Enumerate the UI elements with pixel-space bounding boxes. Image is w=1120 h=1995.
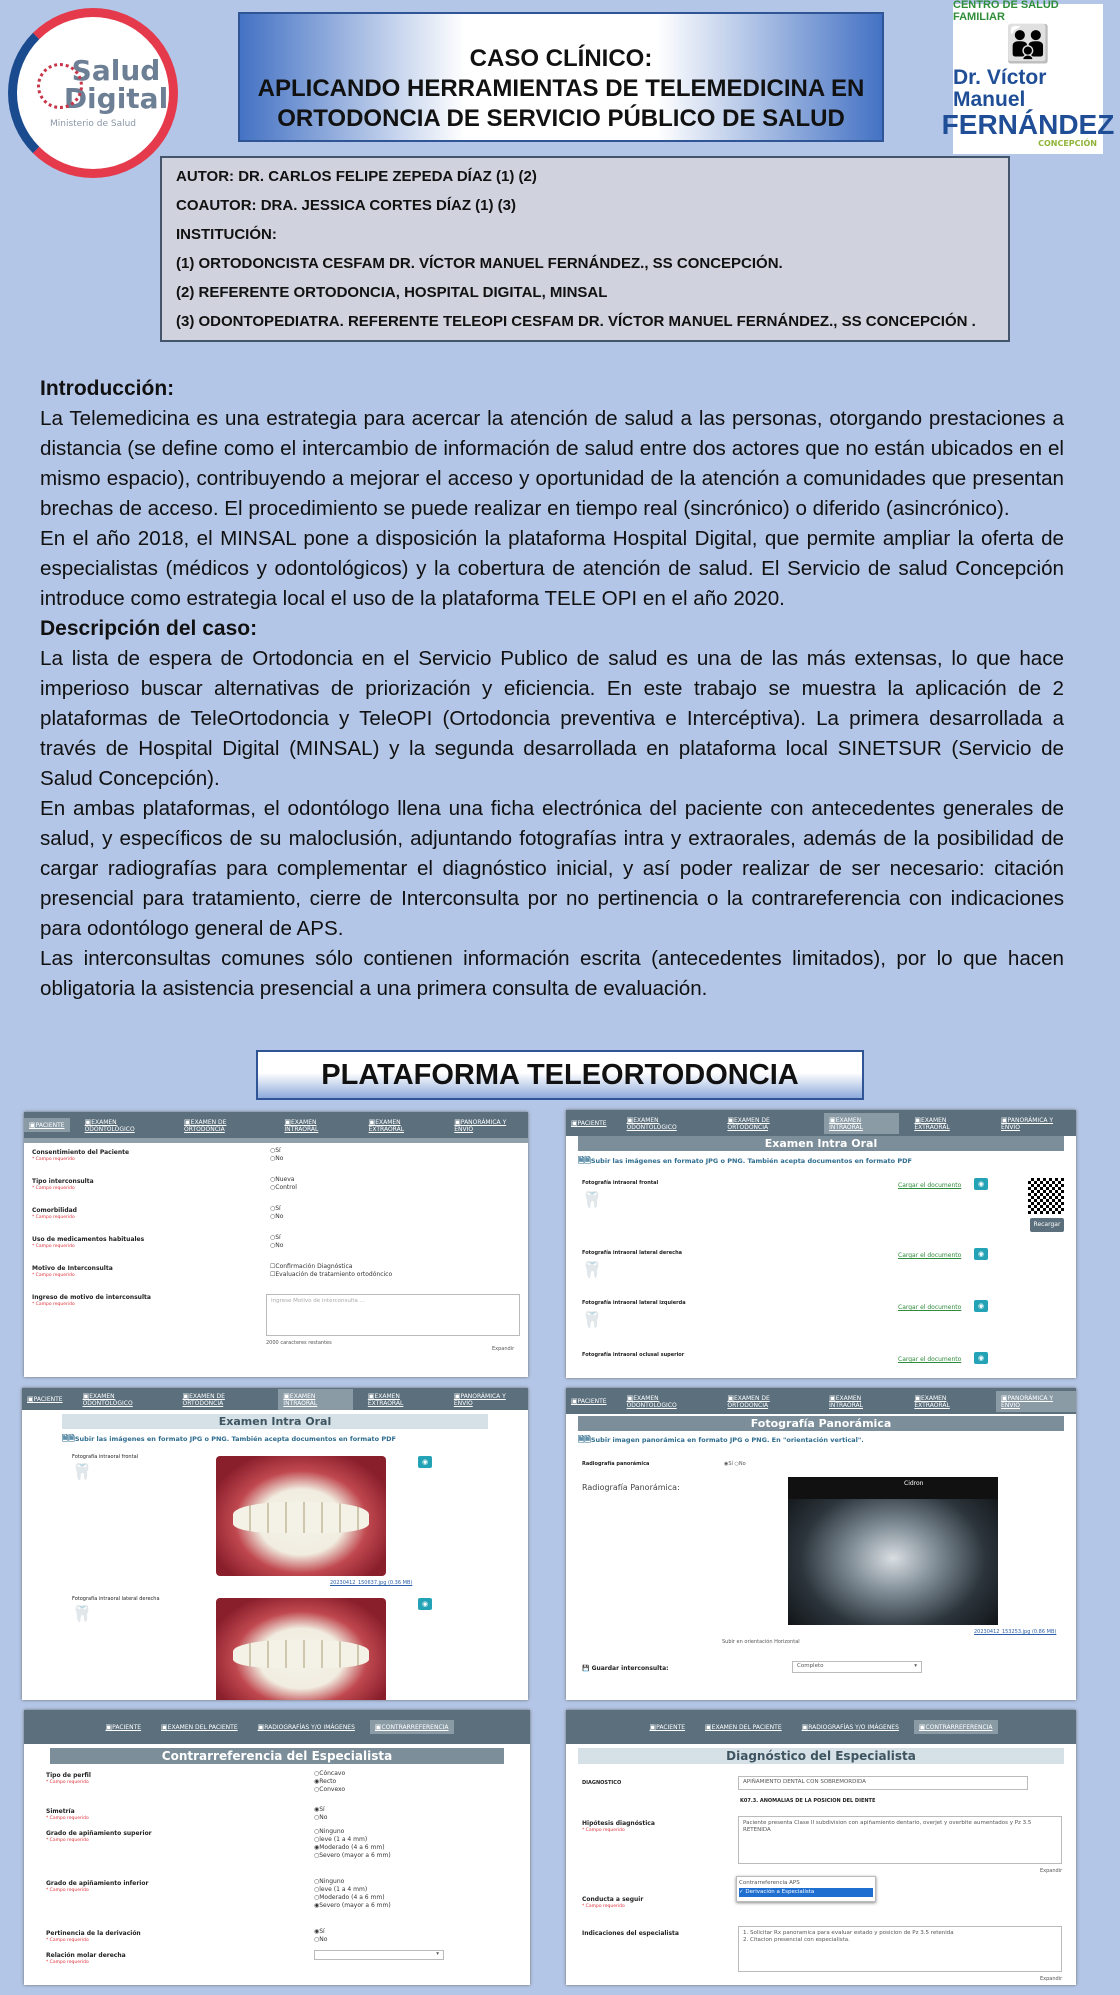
tab-panoramica[interactable]: ▣ PANORÁMICA Y ENVÍO <box>996 1391 1076 1412</box>
tab-examen-intraoral[interactable]: ▣ EXAMEN INTRAORAL <box>824 1113 899 1134</box>
photo-label: Fotografía intraoral frontal <box>582 1180 659 1186</box>
camera-icon[interactable]: ◉ <box>974 1300 988 1312</box>
tab2-examen[interactable]: ▣ EXAMEN DEL PACIENTE <box>700 1720 787 1734</box>
radio-option[interactable]: ◉ Recto <box>314 1778 345 1786</box>
motivo-textarea[interactable]: Ingrese Motivo de interconsulta ... <box>266 1294 520 1336</box>
title-line-1: CASO CLÍNICO: <box>469 45 653 72</box>
indicacion-line: 1. Solicitar Rx panoramica para evaluar estado y posicion de Pz 3.5 retenida <box>743 1930 954 1936</box>
form-row <box>24 1263 528 1292</box>
cesfam-logo <box>941 0 1115 154</box>
form-row <box>24 1147 528 1176</box>
screenshot-diagnostico <box>566 1710 1076 1985</box>
tooth-icon: 🦷 <box>582 1310 602 1329</box>
radio-group <box>314 1828 391 1860</box>
dropdown-option[interactable]: Contrarreferencia APS <box>739 1880 800 1886</box>
radio-option[interactable]: ○ Sí <box>270 1205 283 1213</box>
upload-hint: 🗎🗎 Subir las imágenes en formato JPG o PNG. También acepta documentos en formato PDF <box>62 1433 516 1447</box>
diagnostico-input[interactable]: APIÑAMIENTO DENTAL CON SOBREMORDIDA <box>738 1776 1028 1790</box>
camera-icon[interactable]: ◉ <box>974 1248 988 1260</box>
field-label: DIAGNOSTICO <box>582 1780 622 1786</box>
tab2-contrarreferencia[interactable]: ▣ CONTRARREFERENCIA <box>370 1720 454 1734</box>
field-label: Hipótesis diagnóstica <box>582 1820 655 1827</box>
upload-link[interactable]: Cargar el documento <box>898 1182 962 1189</box>
field-label: Pertinencia de la derivación <box>46 1930 141 1937</box>
platform-title: PLATAFORMA TELEORTODONCIA <box>256 1050 864 1100</box>
qr-code <box>1028 1178 1064 1214</box>
cesfam-name-1: Dr. Víctor Manuel <box>953 66 1047 111</box>
camera-icon[interactable]: ◉ <box>974 1178 988 1190</box>
file-link[interactable]: 20230412_150637.jpg (0.36 MB) <box>330 1580 413 1586</box>
frontal-photo <box>216 1456 386 1576</box>
tooth-icon: 🦷 <box>582 1190 602 1209</box>
intro-paragraph: La Telemedicina es una estrategia para acercar la atención de salud a las personas, otorgando prestaciones a distancia (se define como el intercambio de información de salud entre dos actores que no están ubicados en el mismo espacio), contribuyendo a mejorar el acceso y oportunidad de la atención a comunidades que presentan brechas de acceso. El procedimiento se puede realizar en tiempo real (sincrónico) o diferido (asincrónico). <box>40 407 1064 520</box>
logo-word-2: Digital <box>63 82 169 115</box>
upload-link[interactable]: Cargar el documento <box>898 1304 962 1311</box>
tooth-icon: 🦷 <box>582 1260 602 1279</box>
required-note: * Campo requerido <box>582 1904 625 1909</box>
tab-examen-odontologico[interactable]: ▣ EXAMEN ODONTOLÓGICO <box>78 1389 168 1410</box>
form-row <box>46 1928 530 1950</box>
field-label: Indicaciones del especialista <box>582 1930 679 1937</box>
screenshot-panoramic <box>566 1388 1076 1700</box>
tab-examen-ortodoncia[interactable]: ▣ EXAMEN DE ORTODONCIA <box>722 1391 814 1412</box>
tab-examen-odontologico[interactable]: ▣ EXAMEN ODONTOLÓGICO <box>622 1391 713 1412</box>
required-note: * Campo requerido <box>46 1960 89 1965</box>
relacion-molar-select[interactable] <box>314 1950 444 1960</box>
radio-option[interactable]: ○ Cóncavo <box>314 1770 345 1778</box>
intro-paragraph: En el año 2018, el MINSAL pone a disposición la plataforma Hospital Digital, que permite ampliar la oferta de especialistas (médicos y odontológicos) y la cobertura de atención de salud. El Servicio de salud Concepción introduce como estrategia local el uso de la plataforma TELE OPI en el año 2020. <box>40 527 1064 610</box>
status-select[interactable] <box>792 1661 922 1673</box>
tab-examen-odontologico[interactable]: ▣ EXAMEN ODONTOLÓGICO <box>622 1113 713 1134</box>
radio-option[interactable]: ○ No <box>735 1461 746 1467</box>
nav-bar <box>566 1710 1076 1744</box>
radio-option[interactable]: ○ No <box>270 1155 283 1163</box>
required-note: * Campo requerido <box>46 1780 89 1785</box>
intro-heading: Introducción: <box>40 377 175 400</box>
upload-hint: 🗎🗎 Subir las imágenes en formato JPG o PNG. También acepta documentos en formato PDF <box>578 1155 1064 1169</box>
radio-option[interactable]: ○ Sí <box>270 1147 283 1155</box>
indicaciones-textarea[interactable] <box>738 1926 1062 1972</box>
section-title: Diagnóstico del Especialista <box>578 1748 1064 1764</box>
field-label: Uso de medicamentos habituales <box>32 1236 145 1243</box>
dropdown-option-selected[interactable]: ✓ Derivación a Especialista <box>739 1888 873 1897</box>
form-row <box>46 1828 530 1878</box>
section-title: Contrarreferencia del Especialista <box>50 1748 504 1764</box>
radio-group <box>724 1461 746 1467</box>
nav-bar <box>24 1112 528 1138</box>
reload-button[interactable]: Recargar <box>1030 1218 1064 1232</box>
chevron-down-icon: ▾ <box>436 1951 439 1957</box>
tab2-contrarreferencia[interactable]: ▣ CONTRARREFERENCIA <box>914 1720 998 1734</box>
photo-list <box>22 1450 528 1700</box>
tab-examen-extraoral[interactable]: ▣ EXAMEN EXTRAORAL <box>909 1113 986 1134</box>
field-label: Motivo de Interconsulta <box>32 1265 113 1272</box>
radio-option[interactable]: ○ Severo (mayor a 6 mm) <box>314 1852 391 1860</box>
tab-panoramica[interactable]: ▣ PANORÁMICA Y ENVÍO <box>449 1115 528 1136</box>
radio-option[interactable]: ◉ Sí <box>314 1928 327 1936</box>
checkbox-option[interactable]: ☐ Confirmación Diagnóstica <box>270 1263 392 1271</box>
title-line-2: APLICANDO HERRAMIENTAS DE TELEMEDICINA EN <box>257 75 865 102</box>
radio-option[interactable]: ○ Convexo <box>314 1786 345 1794</box>
radio-option[interactable]: ◉ Sí <box>314 1806 327 1814</box>
required-note: * Campo requerido <box>46 1838 89 1843</box>
tab2-radiografias[interactable]: ▣ RADIOGRAFÍAS Y/O IMÁGENES <box>797 1720 904 1734</box>
radio-option[interactable]: ○ Moderado (4 a 6 mm) <box>314 1894 391 1902</box>
case-paragraph: En ambas plataformas, el odontólogo llena una ficha electrónica del paciente con antecedentes generales de salud, y específicos de su maloclusión, adjuntando fotografías intra y extraorales, además de la posibilidad de cargar radiografías para complementar el diagnóstico inicial, y así poder realizar de ser necesario: citación presencial para tratamiento, cierre de Interconsulta por no pertinencia o la contrareferencia con indicaciones para odontólogo general de APS. <box>40 797 1064 940</box>
required-note: * Campo requerido <box>46 1888 89 1893</box>
radio-option[interactable]: ○ No <box>270 1213 283 1221</box>
salud-digital-logo <box>8 8 178 178</box>
tab2-paciente[interactable]: ▣ PACIENTE <box>644 1720 690 1734</box>
tab-examen-intraoral[interactable]: ▣ EXAMEN INTRAORAL <box>279 1115 353 1136</box>
required-note: * Campo requerido <box>32 1186 75 1191</box>
save-label: 💾 Guardar interconsulta: <box>582 1665 669 1672</box>
author-line: (2) REFERENTE ORTODONCIA, HOSPITAL DIGITAL, MINSAL <box>176 284 608 301</box>
status-value: Completo <box>797 1663 824 1669</box>
radio-option[interactable]: ○ No <box>270 1242 283 1250</box>
nav-bar <box>24 1710 530 1744</box>
author-line: INSTITUCIÓN: <box>176 226 277 243</box>
camera-icon[interactable]: ◉ <box>418 1598 432 1610</box>
form-row <box>46 1878 530 1928</box>
save-text: Guardar interconsulta: <box>591 1665 669 1672</box>
orientation-note: Subir en orientación Horizontal <box>722 1639 800 1645</box>
required-note: * Campo requerido <box>32 1302 75 1307</box>
author-line: AUTOR: DR. CARLOS FELIPE ZEPEDA DÍAZ (1) (2) <box>176 168 537 185</box>
radio-option[interactable]: ○ Sí <box>270 1234 283 1242</box>
tab-examen-odontologico[interactable]: ▣ EXAMEN ODONTOLÓGICO <box>80 1115 169 1136</box>
tab2-radiografias[interactable]: ▣ RADIOGRAFÍAS Y/O IMÁGENES <box>253 1720 360 1734</box>
panoramic-section <box>566 1451 1076 1700</box>
upload-link[interactable]: Cargar el documento <box>898 1356 962 1363</box>
tab-panoramica[interactable]: ▣ PANORÁMICA Y ENVÍO <box>449 1389 528 1410</box>
case-paragraph: Las interconsultas comunes sólo contienen información escrita (antecedentes limitados), por lo que hacen obligatoria la asistencia presencial a una primera consulta de evaluación. <box>40 947 1064 1000</box>
form-row <box>24 1176 528 1205</box>
photo-label: Fotografía intraoral frontal <box>72 1454 139 1460</box>
poster-title <box>238 12 884 142</box>
tooth-icon: 🦷 <box>72 1462 92 1481</box>
tab-examen-intraoral[interactable]: ▣ EXAMEN INTRAORAL <box>824 1391 899 1412</box>
case-paragraph: La lista de espera de Ortodoncia en el Servicio Publico de salud es una de las más extensas, lo que hace imperioso buscar alternativas de priorización y eficiencia. En este trabajo se muestra la aplicación de 2 plataformas de TeleOrtodoncia y TeleOPI (Ortodoncia preventiva e Intercéptiva). La primera desarrollada a través de Hospital Digital (MINSAL) y la segunda desarrollada en plataforma local SINETSUR (Servicio de Salud Concepción). <box>40 647 1064 790</box>
section-title: Examen Intra Oral <box>62 1414 488 1429</box>
required-note: * Campo requerido <box>32 1244 75 1249</box>
field-label: Consentimiento del Paciente <box>32 1149 130 1156</box>
tab-paciente[interactable]: ▣ PACIENTE <box>22 1392 68 1406</box>
tab-examen-extraoral[interactable]: ▣ EXAMEN EXTRAORAL <box>909 1391 986 1412</box>
file-link[interactable]: 20230412_153253.jpg (0.86 MB) <box>974 1629 1057 1635</box>
diagnostico-code: K07.3. ANOMALIAS DE LA POSICION DEL DIENTE <box>740 1798 876 1804</box>
photo-label: Fotografía intraoral oclusal superior <box>582 1352 685 1358</box>
selected-text: Derivación a Especialista <box>745 1889 815 1895</box>
hipotesis-textarea[interactable]: Paciente presenta Clase II subdivision con apiñamiento dentario, overjet y overbite aumentados y Pz 3.5 RETENIDA <box>738 1816 1062 1864</box>
radio-option[interactable]: ◉ Severo (mayor a 6 mm) <box>314 1902 391 1910</box>
upload-hint: 🗎🗎 Subir imagen panorámica en formato JPG o PNG. En "orientación vertical". <box>578 1434 1064 1448</box>
tab-paciente[interactable]: ▣ PACIENTE <box>24 1118 70 1132</box>
upload-link[interactable]: Cargar el documento <box>898 1252 962 1259</box>
field-label: Relación molar derecha <box>46 1952 126 1959</box>
form-row <box>24 1292 528 1362</box>
form-row <box>24 1234 528 1263</box>
author-line: (1) ORTODONCISTA CESFAM DR. VÍCTOR MANUEL FERNÁNDEZ., SS CONCEPCIÓN. <box>176 255 783 272</box>
contrarreferencia-form <box>24 1768 530 1966</box>
radio-group <box>314 1950 444 1960</box>
field-label: Grado de apiñamiento superior <box>46 1830 152 1837</box>
required-note: * Campo requerido <box>582 1828 625 1833</box>
field-label: Conducta a seguir <box>582 1896 644 1903</box>
photo-label: Fotografía intraoral lateral derecha <box>72 1596 160 1602</box>
tooth-icon: 🦷 <box>72 1604 92 1623</box>
required-note: * Campo requerido <box>46 1816 89 1821</box>
logo-dots-icon <box>37 63 83 109</box>
expand-link[interactable]: Expandir <box>1040 1976 1063 1982</box>
chevron-down-icon: ▾ <box>914 1663 917 1669</box>
indicacion-line: 2. Citacion presencial con especialista. <box>743 1937 850 1943</box>
tab-examen-intraoral[interactable]: ▣ EXAMEN INTRAORAL <box>278 1389 353 1410</box>
family-icon: 👪 <box>1005 24 1051 65</box>
radio-group <box>314 1928 327 1944</box>
radio-group <box>314 1770 345 1794</box>
field-label: Ingreso de motivo de interconsulta <box>32 1294 151 1301</box>
char-counter: 2000 caracteres restantes <box>266 1340 332 1346</box>
radio-group <box>314 1806 327 1822</box>
tab-examen-ortodoncia[interactable]: ▣ EXAMEN DE ORTODONCIA <box>722 1113 814 1134</box>
required-note: * Campo requerido <box>46 1938 89 1943</box>
field-label: Grado de apiñamiento inferior <box>46 1880 149 1887</box>
logo-subtitle: Ministerio de Salud <box>49 119 137 129</box>
section-title: Examen Intra Oral <box>578 1136 1064 1151</box>
expand-link[interactable]: Expandir <box>492 1346 515 1352</box>
screenshot-intraoral-list <box>566 1110 1076 1378</box>
camera-icon[interactable]: ◉ <box>974 1352 988 1364</box>
tab-examen-ortodoncia[interactable]: ▣ EXAMEN DE ORTODONCIA <box>177 1389 268 1410</box>
field-label: Tipo interconsulta <box>32 1178 94 1185</box>
title-line-3: ORTODONCIA DE SERVICIO PÚBLICO DE SALUD <box>277 105 845 132</box>
form-row <box>24 1205 528 1234</box>
nav-bar <box>22 1388 528 1410</box>
camera-icon[interactable]: ◉ <box>418 1456 432 1468</box>
photo-list <box>566 1172 1076 1378</box>
tab-paciente[interactable]: ▣ PACIENTE <box>566 1116 612 1130</box>
screenshot-intraoral-photos <box>22 1388 528 1700</box>
cesfam-arc-text: CENTRO DE SALUD FAMILIAR <box>953 0 1059 23</box>
radio-option[interactable]: ○ Control <box>270 1184 297 1192</box>
expand-link[interactable]: Expandir <box>1040 1868 1063 1874</box>
field-label: Comorbilidad <box>32 1207 77 1214</box>
cesfam-name-2: FERNÁNDEZ <box>941 109 1115 140</box>
required-note: * Campo requerido <box>32 1273 75 1278</box>
nav-bar <box>566 1388 1076 1414</box>
logo-word-1: Salud <box>71 54 161 87</box>
section-title: Fotografía Panorámica <box>578 1416 1064 1431</box>
screenshot-patient-form <box>24 1112 528 1377</box>
authors-box <box>160 156 1010 342</box>
panoramic-xray <box>788 1477 998 1625</box>
radio-option[interactable]: ○ leve (1 a 4 mm) <box>314 1886 391 1894</box>
radio-option[interactable]: ○ leve (1 a 4 mm) <box>314 1836 391 1844</box>
xray-header <box>788 1477 998 1499</box>
field-label: Simetría <box>46 1808 75 1815</box>
lateral-photo <box>216 1598 386 1700</box>
radio-option[interactable]: ○ No <box>314 1814 327 1822</box>
required-note: * Campo requerido <box>32 1215 75 1220</box>
tab-panoramica[interactable]: ▣ PANORÁMICA Y ENVÍO <box>996 1113 1076 1134</box>
radio-option[interactable]: ◉ Sí <box>724 1461 733 1467</box>
xray-label: Cidron <box>904 1480 924 1487</box>
radio-option[interactable]: ○ Nueva <box>270 1176 297 1184</box>
author-line: COAUTOR: DRA. JESSICA CORTES DÍAZ (1) (3) <box>176 197 517 214</box>
radio-option[interactable]: ○ Ninguno <box>314 1828 391 1836</box>
tab2-paciente[interactable]: ▣ PACIENTE <box>100 1720 146 1734</box>
radio-group <box>314 1878 391 1910</box>
radio-option[interactable]: ○ Ninguno <box>314 1878 391 1886</box>
checkbox-option[interactable]: ☐ Evaluación de tratamiento ortodóncico <box>270 1271 392 1279</box>
tab-examen-extraoral[interactable]: ▣ EXAMEN EXTRAORAL <box>363 1389 439 1410</box>
panoramic-sublabel: Radiografía Panorámica: <box>582 1483 680 1492</box>
body-text <box>40 374 1064 1004</box>
diagnostico-form <box>566 1768 1076 1983</box>
cesfam-city: CONCEPCIÓN <box>1038 139 1097 148</box>
nav-bar <box>566 1110 1076 1136</box>
screenshot-contrarreferencia <box>24 1710 530 1985</box>
form-row <box>46 1770 530 1806</box>
photo-label: Fotografía intraoral lateral izquierda <box>582 1300 686 1306</box>
field-label: Radiografía panorámica <box>582 1461 650 1467</box>
tab-examen-extraoral[interactable]: ▣ EXAMEN EXTRAORAL <box>364 1115 440 1136</box>
form-row <box>46 1806 530 1828</box>
tab-examen-ortodoncia[interactable]: ▣ EXAMEN DE ORTODONCIA <box>179 1115 269 1136</box>
case-heading: Descripción del caso: <box>40 617 258 640</box>
tab2-examen[interactable]: ▣ EXAMEN DEL PACIENTE <box>156 1720 243 1734</box>
photo-label: Fotografía intraoral lateral derecha <box>582 1250 683 1256</box>
tab-paciente[interactable]: ▣ PACIENTE <box>566 1394 612 1408</box>
conducta-dropdown[interactable] <box>736 1876 876 1902</box>
required-note: * Campo requerido <box>32 1157 75 1162</box>
form-row <box>46 1950 530 1966</box>
author-line: (3) ODONTOPEDIATRA. REFERENTE TELEOPI CESFAM DR. VÍCTOR MANUEL FERNÁNDEZ., SS CONCEPCIÓN . <box>176 313 976 330</box>
radio-option[interactable]: ○ No <box>314 1936 327 1944</box>
field-label: Tipo de perfil <box>46 1772 91 1779</box>
radio-option[interactable]: ◉ Moderado (4 a 6 mm) <box>314 1844 391 1852</box>
